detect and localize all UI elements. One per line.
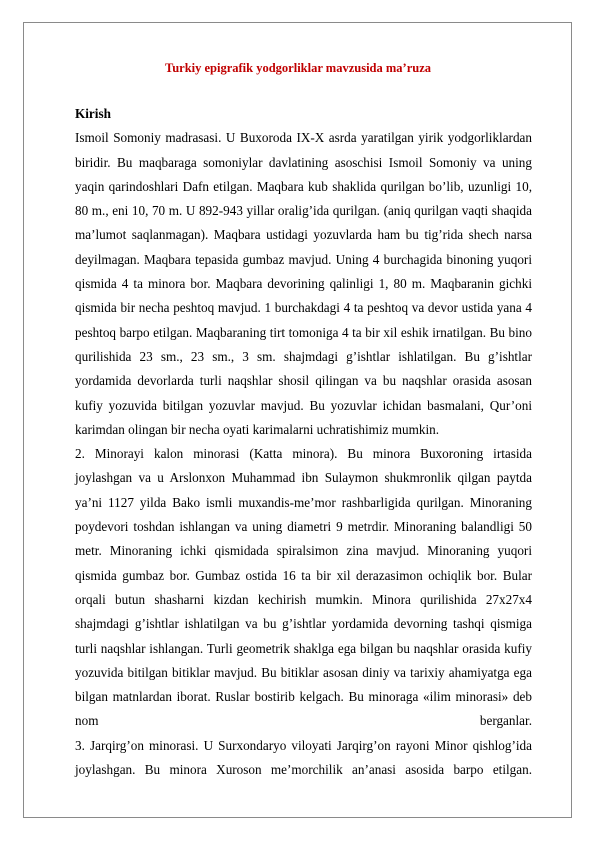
document-body [75,102,532,782]
paragraph: 2. Minorayi kalon minorasi (Katta minora). Bu minora Buxoroning irtasida joylashgan va u Arslonxon Muhammad ibn Sulaymon shukmronlik qilgan paytda ya’ni 1127 yilda Bako ismli muxandis-me’mor rashbarligida qurilgan. Minoraning poydevori toshdan ishlangan va uning diametri 9 metrdir. Minoraning balandligi 50 metr. Minoraning ichki qismidada spiralsimon zina mavjud. Minoraning yuqori qismida gumbaz bor. Gumbaz ostida 16 ta bir xil derazasimon ochiqlik bor. Bular orqali butun shasharni kizdan kechirish mumkin. Minora qurilishida 27x27x4 shajmdagi g’ishtlar ishlatilgan va bu g’ishtlar yordamida devorning tashqi qismiga turli naqshlar ishlangan. Turli geometrik shaklga ega bilgan bu naqshlar orasida kufiy yozuvida bitilgan bitiklar mavjud. Bu bitiklar asosan diniy va tarixiy ahamiyatga ega bilgan matnlardan iborat. Ruslar bostirib kelgach. Bu minoraga «ilim minorasi» deb nom berganlar. [75,446,532,729]
section-heading: Kirish [75,106,111,121]
document-title: Turkiy epigrafik yodgorliklar mavzusida ma’ruza [165,61,431,75]
paragraph: Ismoil Somoniy madrasasi. U Buxoroda IX-X asrda yaratilgan yirik yodgorliklardan biridir. Bu maqbaraga somoniylar davlatining asoschisi Ismoil Somoniy va uning yaqin qarindoshlari Dafn etilgan. Maqbara kub shaklida qurilgan bo’lib, uzunligi 10, 80 m., eni 10, 70 m. U 892-943 yillar oralig’ida qurilgan. (aniq qurilgan vaqti shaqida ma’lumot saqlanmagan). Maqbara ustidagi yozuvlarda ham bu tig’rida shech narsa deyilmagan. Maqbara tepasida gumbaz mavjud. Uning 4 burchagida binoning yuqori qismida 4 ta minora bor. Maqbara devorining qalinligi 1, 80 m. Maqbaranin gichki qismida bir necha peshtoq mavjud. 1 burchakdagi 4 ta peshtoq va devor ustida yana 4 peshtoq barpo etilgan. Maqbaraning tirt tomoniga 4 ta bir xil eshik irnatilgan. Bu bino qurilishida 23 sm., 23 sm., 3 sm. shajmdagi g’ishtlar ishlatilgan. Bu g’ishtlar yordamida devorlarda turli naqshlar shosil qilingan va bu naqshlar orasida asosan kufiy yozuvida bitilgan yozuvlar mavjud. Bu yozuvlar ichidan basmalani, Qur’oni karimdan olingan bir necha oyati karimalarni uchratishimiz mumkin. [75,130,532,437]
paragraph: 3. Jarqirg’on minorasi. U Surxondaryo viloyati Jarqirg’on rayoni Minor qishlog’ida joylashgan. Bu minora Xuroson me’morchilik an’anasi asosida barpo etilgan. [75,737,532,778]
